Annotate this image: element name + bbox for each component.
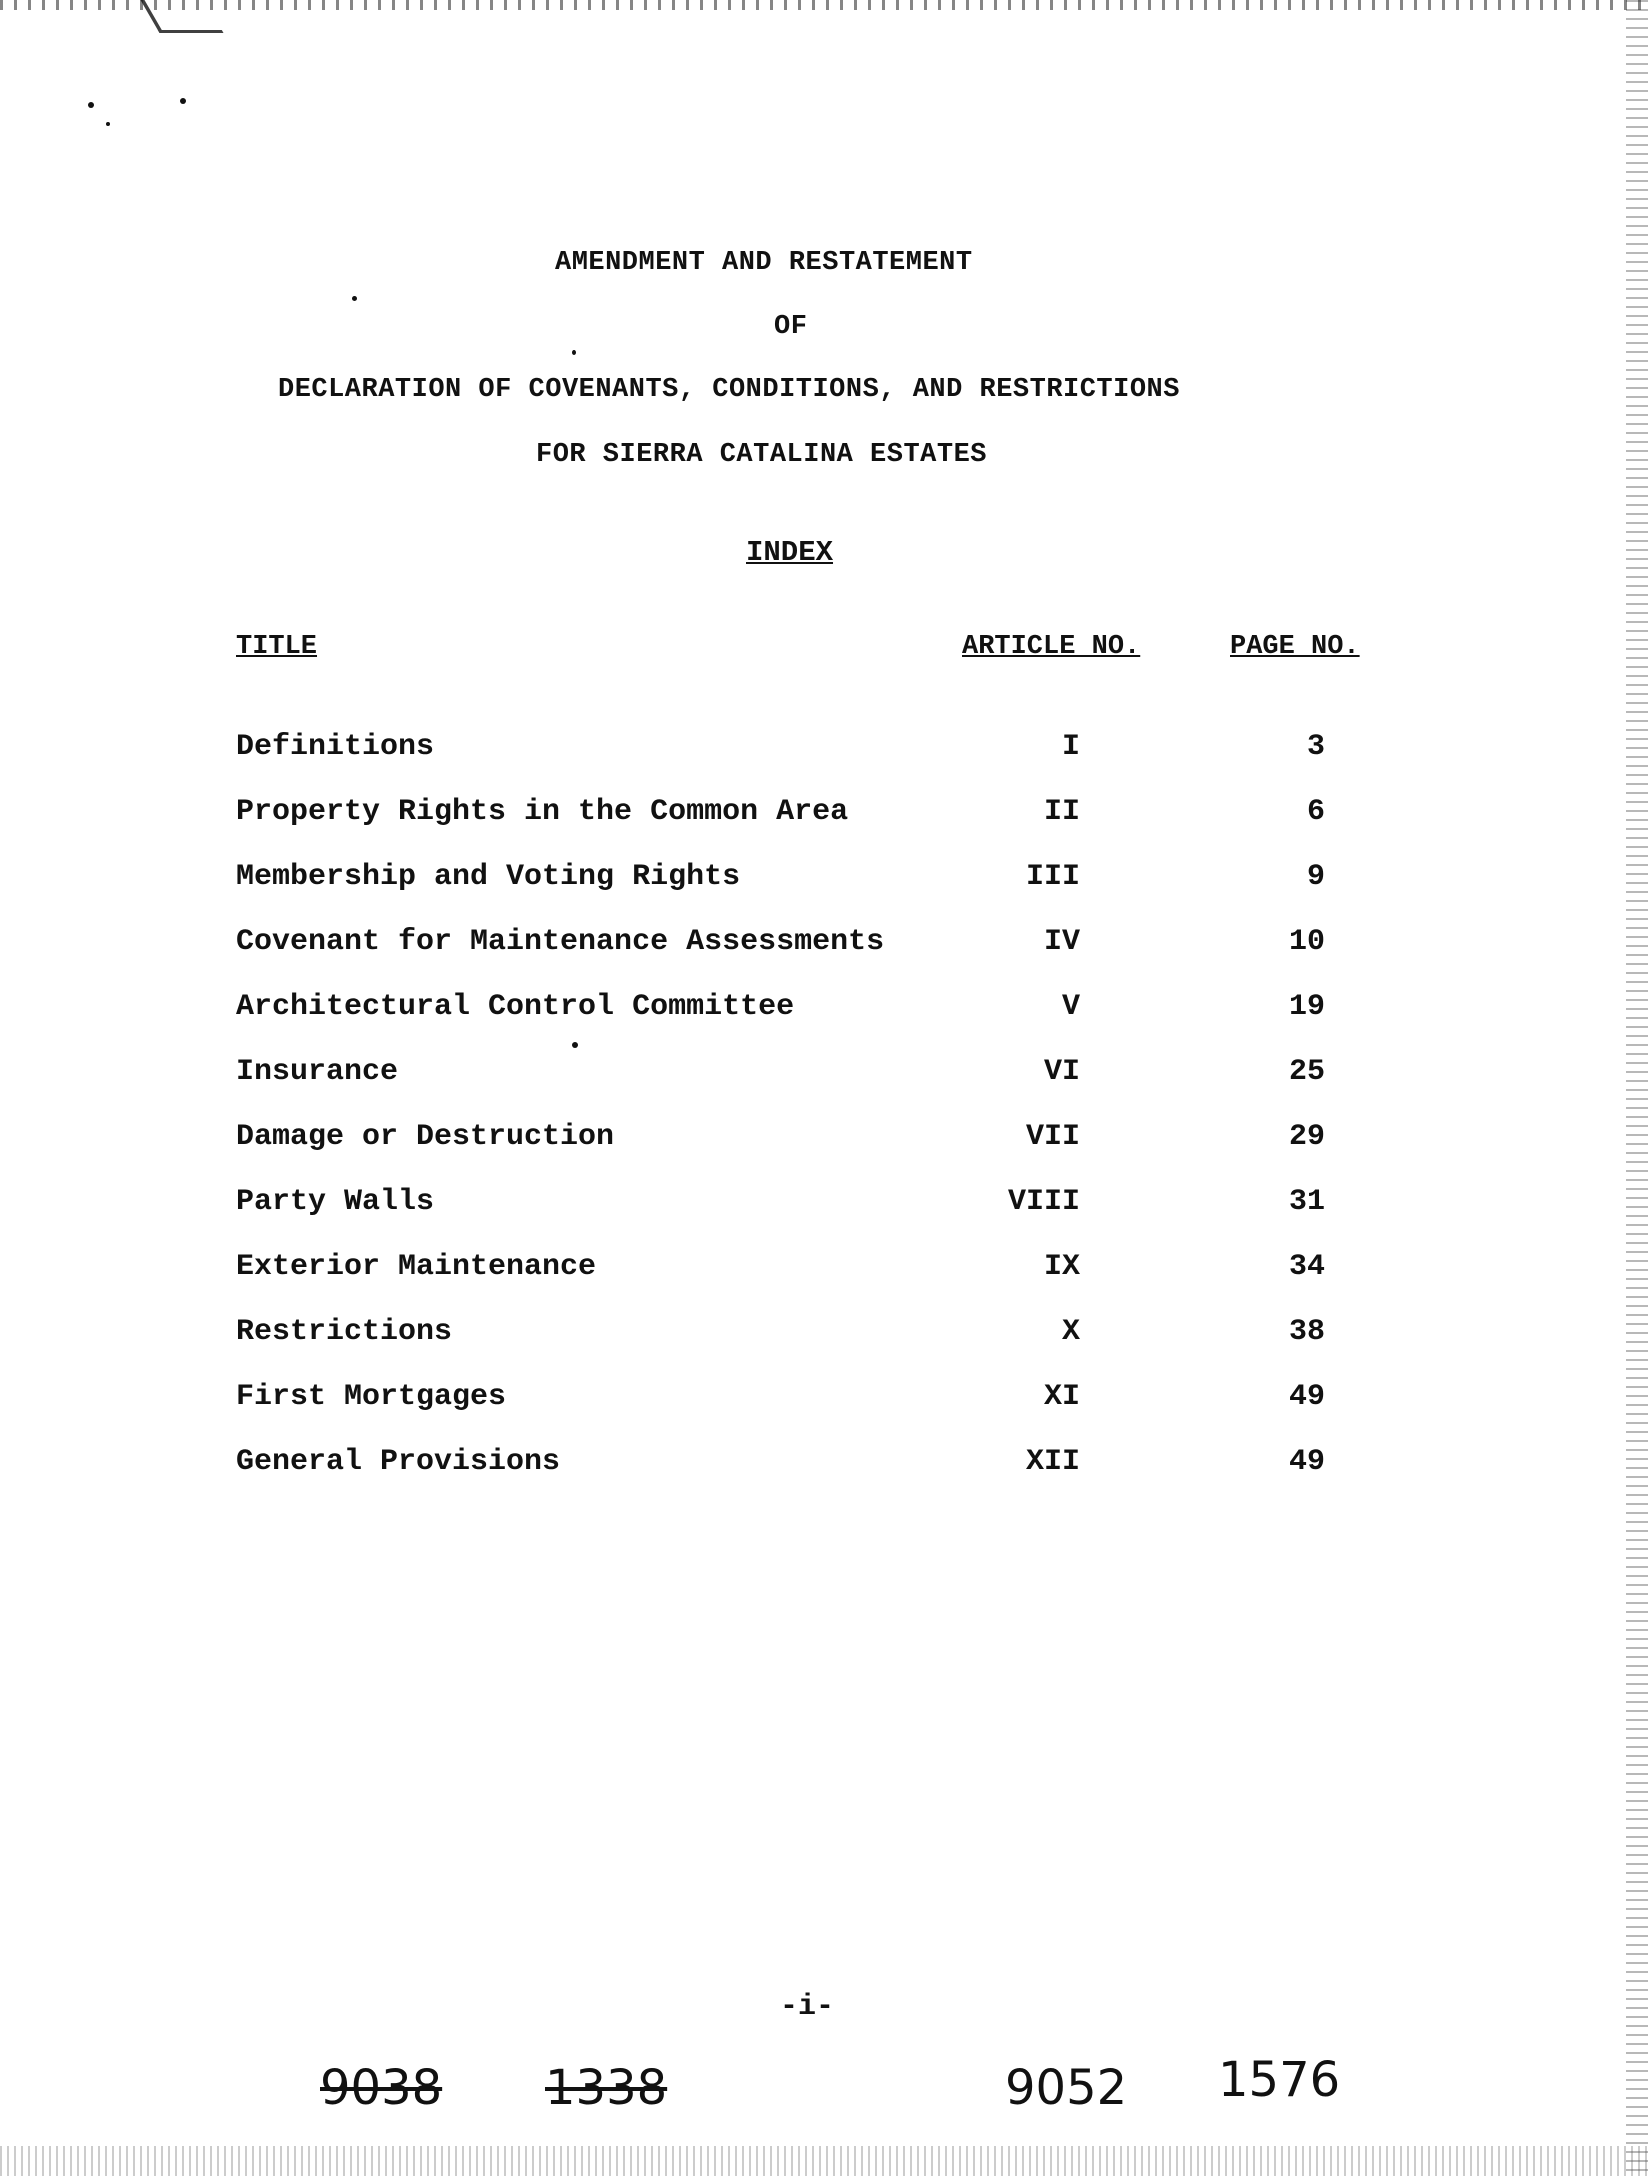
header-line-2: OF	[774, 312, 808, 342]
reference-number-1: 9052	[1005, 2060, 1128, 2116]
row-title: Architectural Control Committee	[236, 990, 795, 1024]
row-page: 49	[1288, 1445, 1325, 1479]
row-page: 31	[1288, 1185, 1325, 1219]
row-page: 9	[1306, 860, 1325, 894]
scan-speck	[88, 102, 94, 108]
scan-edge-top	[0, 0, 1648, 10]
row-article: I	[1061, 730, 1080, 764]
index-row	[0, 1445, 1648, 1495]
row-article: VII	[1025, 1120, 1080, 1154]
index-row	[0, 1250, 1648, 1300]
row-article: II	[1043, 795, 1080, 829]
index-row	[0, 1120, 1648, 1170]
row-title: First Mortgages	[236, 1380, 507, 1414]
row-article: IX	[1043, 1250, 1080, 1284]
row-article: X	[1061, 1315, 1080, 1349]
row-title: Property Rights in the Common Area	[236, 795, 849, 829]
struck-reference-1: 9038	[320, 2060, 443, 2116]
struck-reference-2: 1338	[545, 2060, 668, 2116]
row-title: Party Walls	[236, 1185, 435, 1219]
index-row	[0, 730, 1648, 780]
row-title: Membership and Voting Rights	[236, 860, 741, 894]
scan-speck	[180, 98, 186, 104]
row-page: 49	[1288, 1380, 1325, 1414]
scan-speck	[352, 296, 357, 301]
index-row	[0, 990, 1648, 1040]
row-title: Covenant for Maintenance Assessments	[236, 925, 885, 959]
row-title: Insurance	[236, 1055, 399, 1089]
row-page: 6	[1306, 795, 1325, 829]
row-article: XII	[1025, 1445, 1080, 1479]
column-header-title: TITLE	[236, 632, 318, 662]
row-title: General Provisions	[236, 1445, 561, 1479]
row-page: 25	[1288, 1055, 1325, 1089]
row-page: 38	[1288, 1315, 1325, 1349]
index-row	[0, 1380, 1648, 1430]
scan-speck	[572, 350, 576, 355]
row-article: VI	[1043, 1055, 1080, 1089]
index-row	[0, 1185, 1648, 1235]
row-article: XI	[1043, 1380, 1080, 1414]
index-row	[0, 795, 1648, 845]
index-row	[0, 925, 1648, 975]
header-line-4: FOR SIERRA CATALINA ESTATES	[536, 440, 987, 470]
row-title: Exterior Maintenance	[236, 1250, 597, 1284]
scan-speck	[106, 122, 110, 126]
index-title: INDEX	[746, 536, 834, 569]
row-page: 34	[1288, 1250, 1325, 1284]
row-title: Restrictions	[236, 1315, 453, 1349]
header-line-1: AMENDMENT AND RESTATEMENT	[555, 248, 973, 278]
header-line-3: DECLARATION OF COVENANTS, CONDITIONS, AND RESTRICTIONS	[278, 375, 1180, 405]
reference-number-2: 1576	[1218, 2052, 1341, 2108]
row-page: 19	[1288, 990, 1325, 1024]
column-header-article: ARTICLE NO.	[962, 632, 1141, 662]
index-row	[0, 860, 1648, 910]
row-article: V	[1061, 990, 1080, 1024]
column-header-page: PAGE NO.	[1230, 632, 1360, 662]
scan-edge-bottom	[0, 2146, 1648, 2176]
row-page: 3	[1306, 730, 1325, 764]
row-page: 10	[1288, 925, 1325, 959]
page-number: -i-	[780, 1990, 835, 2024]
index-row	[0, 1055, 1648, 1105]
index-row	[0, 1315, 1648, 1365]
row-title: Damage or Destruction	[236, 1120, 615, 1154]
row-article: VIII	[1007, 1185, 1080, 1219]
row-page: 29	[1288, 1120, 1325, 1154]
scan-speck	[572, 1042, 578, 1048]
row-title: Definitions	[236, 730, 435, 764]
row-article: IV	[1043, 925, 1080, 959]
row-article: III	[1025, 860, 1080, 894]
